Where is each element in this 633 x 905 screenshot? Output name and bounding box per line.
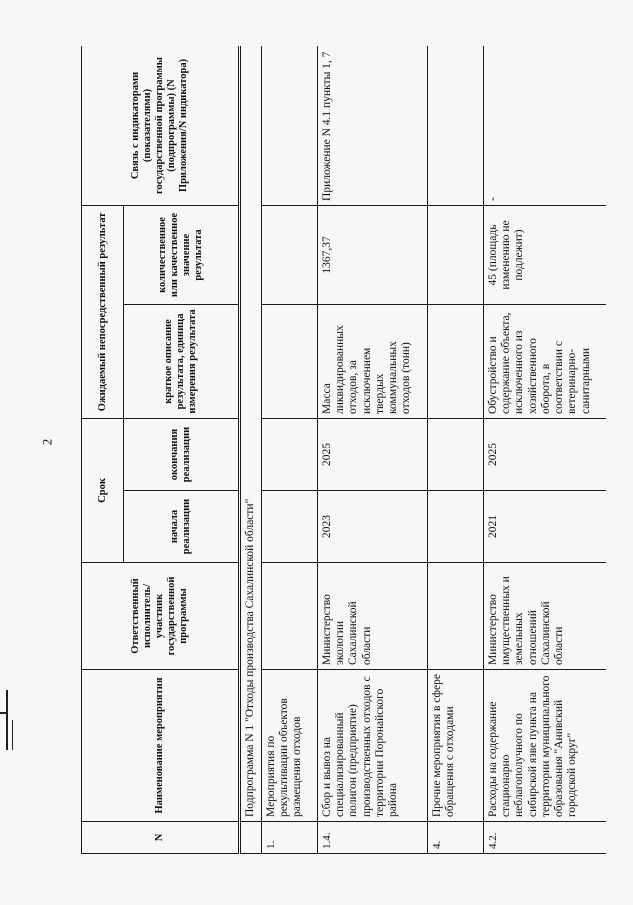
row-desc: Обустройство и содержание объекта, исключенного из хозяйственного оборота, в соответствии с ветеринарно-санитарными bbox=[484, 304, 607, 418]
row-desc bbox=[262, 304, 318, 418]
table-row bbox=[484, 46, 607, 854]
row-value bbox=[428, 205, 484, 304]
header-expected-value: количественное или качественное значение результата bbox=[124, 205, 240, 304]
rotated-table-container bbox=[81, 46, 606, 854]
table-row bbox=[318, 46, 428, 854]
row-value: 1367,37 bbox=[318, 205, 428, 304]
row-name: Мероприятия по рекультивации объектов размещения отходов bbox=[262, 670, 318, 822]
subprogram-spacer bbox=[240, 822, 262, 854]
scan-mark-3 bbox=[0, 712, 6, 714]
scan-mark-1 bbox=[6, 690, 8, 750]
row-start bbox=[262, 491, 318, 563]
header-term: Срок bbox=[82, 418, 124, 562]
subprogram-title: Подпрограмма N 1 "Отходы производства Сахалинской области" bbox=[240, 46, 262, 822]
measures-table bbox=[81, 46, 606, 854]
header-name: Наименование мероприятия bbox=[82, 670, 240, 822]
header-term-end: окончания реализации bbox=[124, 418, 240, 490]
page-number: 2 bbox=[39, 438, 55, 446]
header-expected: Ожидаемый непосредственный результат bbox=[82, 205, 124, 418]
header-term-start: начала реализации bbox=[124, 491, 240, 563]
row-number: 4.2. bbox=[484, 822, 607, 854]
row-number: 4. bbox=[428, 822, 484, 854]
header-responsible: Ответственный исполнитель/ участник государственной программы bbox=[82, 563, 240, 670]
row-number: 1. bbox=[262, 822, 318, 854]
row-responsible: Министерство экологии Сахалинской области bbox=[318, 563, 428, 670]
row-number: 1.4. bbox=[318, 822, 428, 854]
document-frame bbox=[81, 46, 606, 854]
row-link: - bbox=[484, 46, 607, 205]
row-start: 2023 bbox=[318, 491, 428, 563]
row-link bbox=[428, 46, 484, 205]
row-start bbox=[428, 491, 484, 563]
row-value: 45 (площадь изменению не подлежит) bbox=[484, 205, 607, 304]
row-end: 2025 bbox=[484, 418, 607, 490]
header-n: N bbox=[82, 822, 240, 854]
header-link: Связь с индикаторами (показателями) государственной программы (подпрограммы) (N Приложения/N индикатора) bbox=[82, 46, 240, 205]
row-desc: Масса ликвидированных отходов, за исключением твердых коммунальных отходов (тонн) bbox=[318, 304, 428, 418]
row-responsible bbox=[428, 563, 484, 670]
row-name: Расходы на содержание стационарно неблагополучного по сибирской язве пункта на территории муниципального образования "Анивский городской округ" bbox=[484, 670, 607, 822]
row-end: 2025 bbox=[318, 418, 428, 490]
table-row bbox=[428, 46, 484, 854]
row-name: Сбор и вывоз на специализированный полигон (предприятие) производственных отходов с территории Поронайского района bbox=[318, 670, 428, 822]
scan-mark-2 bbox=[12, 720, 13, 750]
row-responsible: Министерство имущественных и земельных отношений Сахалинской области bbox=[484, 563, 607, 670]
row-link bbox=[262, 46, 318, 205]
header-expected-desc: краткое описание результата, единица измерения результата bbox=[124, 304, 240, 418]
row-start: 2021 bbox=[484, 491, 607, 563]
row-name: Прочие мероприятия в сфере обращения с отходами bbox=[428, 670, 484, 822]
table-row bbox=[262, 46, 318, 854]
row-value bbox=[262, 205, 318, 304]
row-end bbox=[428, 418, 484, 490]
row-desc bbox=[428, 304, 484, 418]
row-link: Приложение N 4.1 пункты 1, 7 bbox=[318, 46, 428, 205]
row-responsible bbox=[262, 563, 318, 670]
row-end bbox=[262, 418, 318, 490]
